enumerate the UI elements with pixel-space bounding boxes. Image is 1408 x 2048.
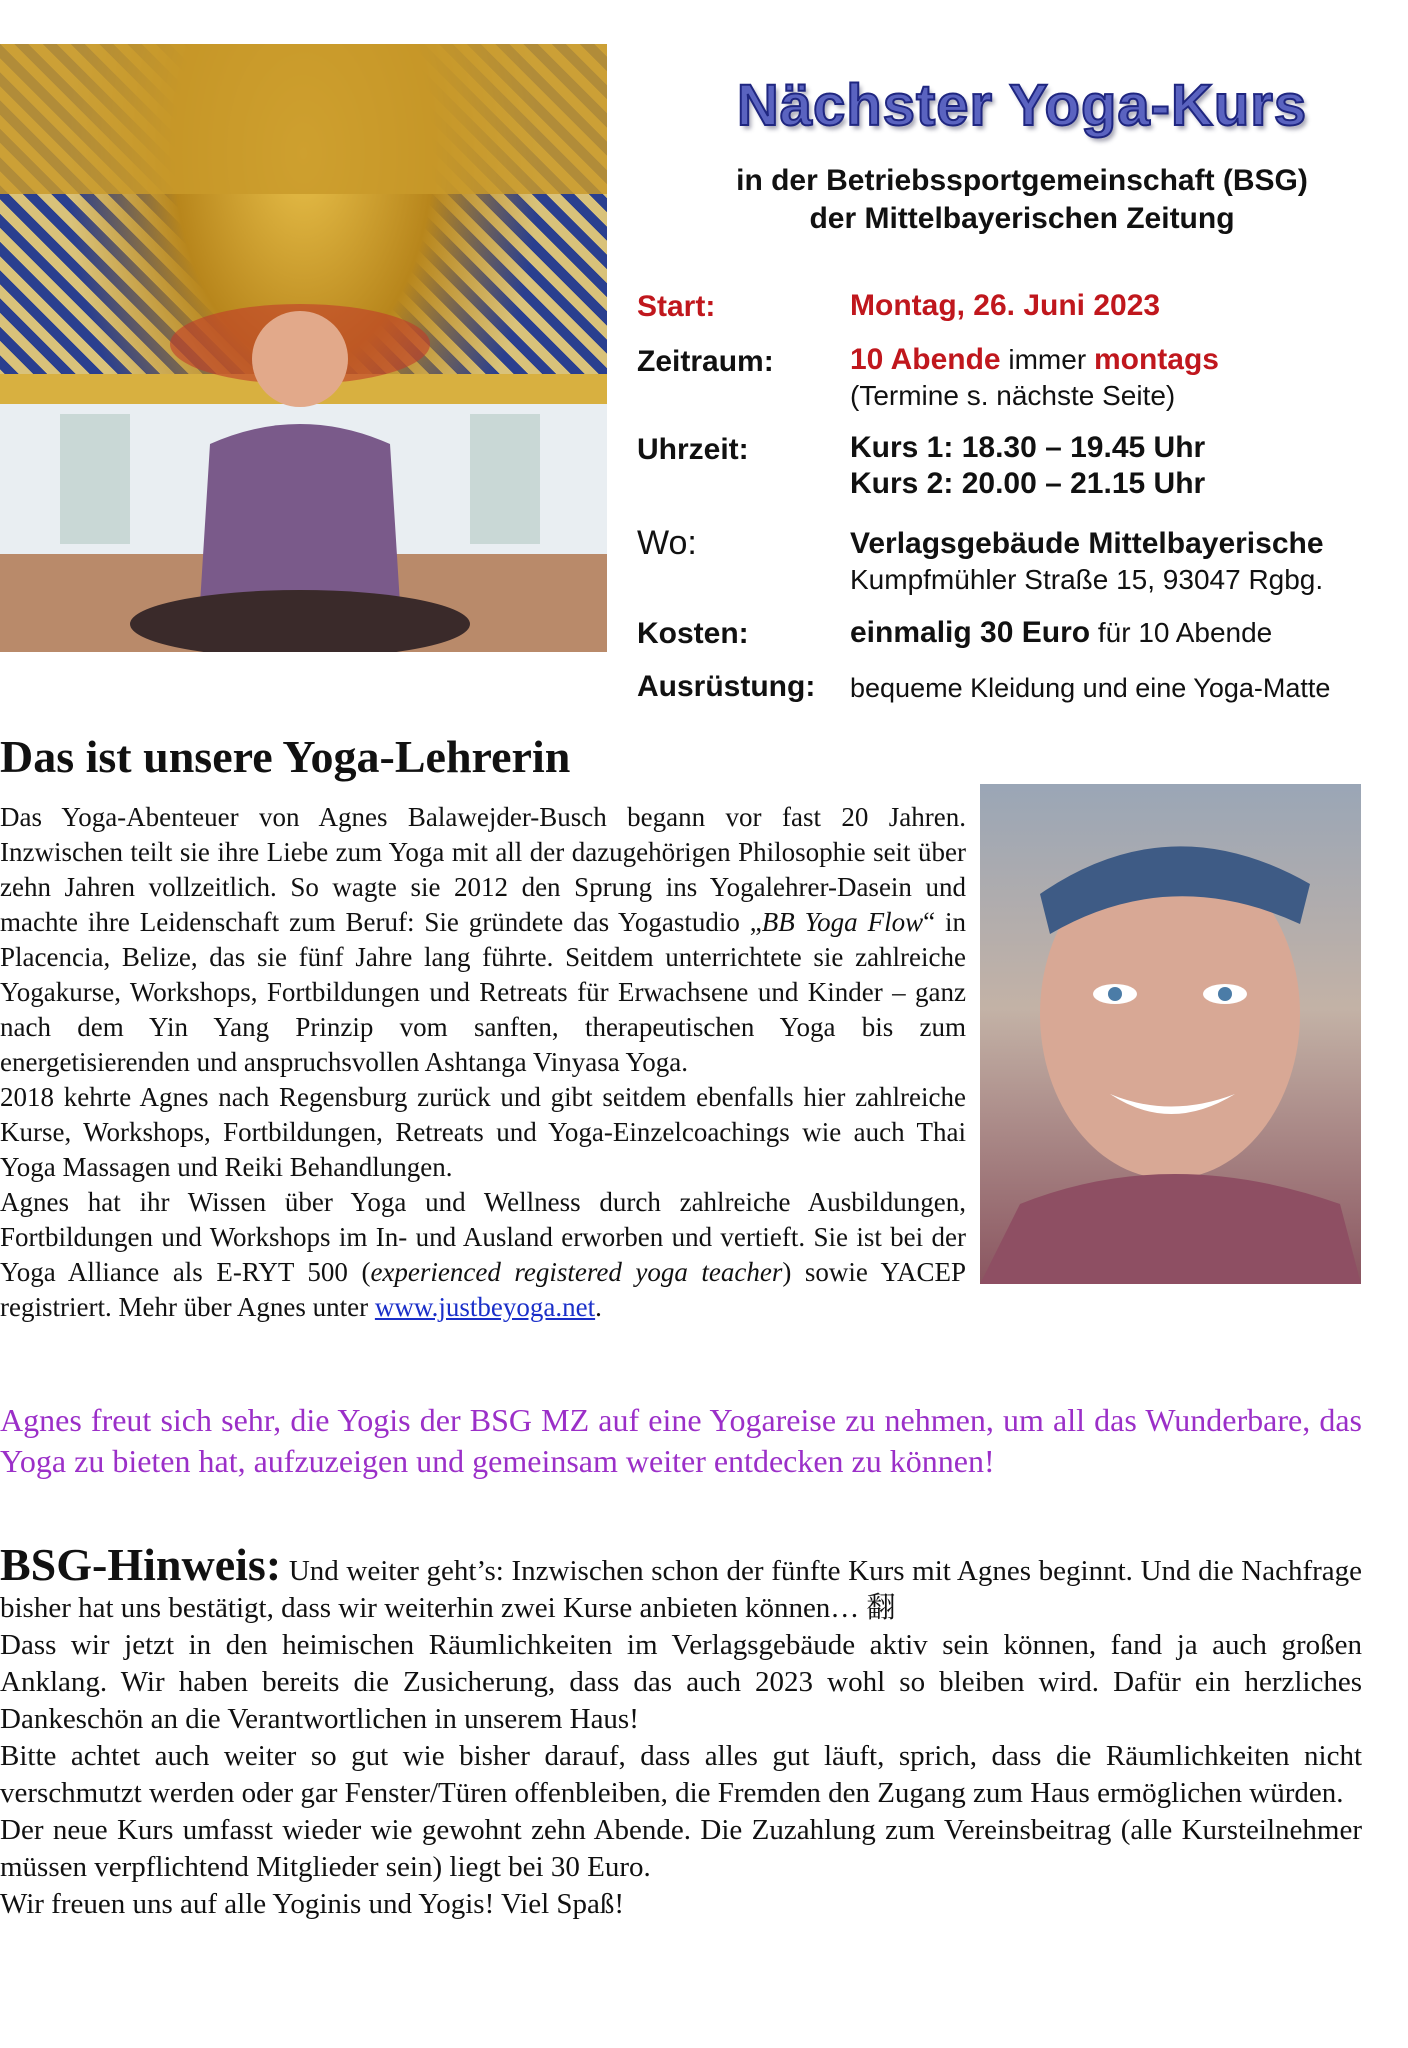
wo-address: Kumpfmühler Straße 15, 93047 Rgbg. (850, 564, 1324, 595)
kosten-label: Kosten: (637, 617, 749, 650)
eryt-meaning: experienced registered yoga teacher (370, 1257, 783, 1287)
zeitraum-note: (Termine s. nächste Seite) (850, 380, 1176, 411)
temple-photo-illustration (0, 44, 607, 652)
portrait-photo-illustration (980, 784, 1361, 1284)
note-paragraph-4: Der neue Kurs umfasst wieder wie gewohnt zehn Abende. Die Zuzahlung zum Vereinsbeitrag (alle Kursteilnehmer müssen verpflichtend Mitglieder sein) liegt bei 30 Euro. (0, 1814, 1362, 1883)
kosten-rest: für 10 Abende (1090, 617, 1273, 648)
teacher-portrait-photo (980, 784, 1361, 1284)
bio-p1-start: Das Yoga-Abenteuer von Agnes Balawejder-Busch begann vor fast 20 Jahren. Inzwischen teilt sie ihre Liebe zum Yoga mit all der dazugehörigen Philosophie seit über zehn Jahren vollzeitlich. So wagte sie 2012 den Sprung ins Yogalehrer-Dasein und machte ihre Leidenschaft zum Beruf: Sie gründete das Yogastudio „ (0, 802, 966, 937)
uhrzeit-label: Uhrzeit: (637, 433, 749, 466)
wo-label: Wo: (637, 524, 697, 562)
kosten-amount: einmalig 30 Euro (850, 616, 1091, 649)
subtitle-line-1: in der Betriebssportgemeinschaft (BSG) (736, 164, 1308, 197)
note-paragraph-3: Bitte achtet auch weiter so gut wie bisher darauf, dass alles gut läuft, sprich, dass die Räumlichkeiten nicht verschmutzt werden oder gar Fenster/Türen offenbleiben, die Fremden den Zugang zum Haus ermöglichen würden. (0, 1740, 1362, 1809)
wo-value (850, 526, 1408, 598)
highlight-text: Agnes freut sich sehr, die Yogis der BSG MZ auf eine Yogareise zu nehmen, um all das Wunderbare, das Yoga zu bieten hat, aufzuzeigen und gemeinsam weiter entdecken zu können! (0, 1402, 1362, 1479)
bio-paragraph-2: 2018 kehrte Agnes nach Regensburg zurück und gibt seitdem ebenfalls hier zahlreiche Kurse, Workshops, Fortbildungen, Retreats und Yoga-Einzelcoachings wie auch Thai Yoga Massagen und Reiki Behandlungen. (0, 1082, 966, 1182)
zeitraum-value (850, 342, 1408, 414)
website-link[interactable]: www.justbeyoga.net (374, 1292, 596, 1322)
start-label: Start: (637, 290, 716, 323)
note-p1-text: Und weiter geht’s: Inzwischen schon der fünfte Kurs mit Agnes beginnt. Und die Nachfrage bisher hat uns bestätigt, dass wir weiterhin zwei Kurse anbieten können… 翻 (0, 1555, 1362, 1624)
kosten-value (850, 615, 1408, 651)
bio-p3-end: . (595, 1292, 602, 1322)
bio-p3-mid: ) sowie YACEP registriert. Mehr über Agnes unter (0, 1257, 966, 1322)
ausruestung-value: bequeme Kleidung und eine Yoga-Matte (850, 673, 1331, 703)
zeitraum-mid: immer (1000, 344, 1094, 375)
kurs-2-time: Kurs 2: 20.00 – 21.15 Uhr (850, 467, 1206, 500)
note-paragraph-5: Wir freuen uns auf alle Yoginis und Yogis! Viel Spaß! (0, 1888, 625, 1920)
kurs-1-time: Kurs 1: 18.30 – 19.45 Uhr (850, 431, 1206, 464)
teacher-temple-photo (0, 44, 607, 652)
subtitle-line-2: der Mittelbayerischen Zeitung (809, 202, 1235, 235)
note-paragraph-2: Dass wir jetzt in den heimischen Räumlichkeiten im Verlagsgebäude aktiv sein können, fand ja auch großen Anklang. Wir haben bereits die Zusicherung, dass das auch 2023 wohl so bleiben wird. Dafür ein herzliches Dankeschön an die Verantwortlichen in unserem Haus! (0, 1629, 1362, 1735)
bsg-note (0, 1539, 1362, 1923)
page-title: Nächster Yoga-Kurs (736, 73, 1308, 138)
zeitraum-count: 10 Abende (850, 343, 1001, 376)
note-paragraph-1 (0, 1539, 1362, 1627)
zeitraum-day: montags (1093, 343, 1219, 376)
uhrzeit-value (850, 430, 1408, 502)
ausruestung-label: Ausrüstung: (637, 670, 816, 703)
bio-p1-end: “ in Placencia, Belize, das sie fünf Jahre lang führte. Seitdem unterrichtete sie zahlreiche Yogakurse, Workshops, Fortbildungen und Retreats für Erwachsene und Kinder – ganz nach dem Yin Yang Prinzip vom sanften, therapeutischen Yoga bis zum energetisierenden und anspruchsvollen Ashtanga Vinyasa Yoga. (0, 907, 966, 1077)
wo-venue: Verlagsgebäude Mittelbayerische (850, 527, 1324, 560)
teacher-bio (0, 800, 966, 1325)
start-value: Montag, 26. Juni 2023 (850, 289, 1161, 322)
zeitraum-label: Zeitraum: (637, 345, 774, 378)
studio-name: BB Yoga Flow (761, 907, 924, 937)
page-subtitle (652, 162, 1392, 238)
bio-paragraph-1 (0, 800, 966, 1080)
bio-p3-start: Agnes hat ihr Wissen über Yoga und Wellness durch zahlreiche Ausbildungen, Fortbildungen und Workshops im In- und Ausland erworben und vertieft. Sie ist bei der Yoga Alliance als E-RYT 500 ( (0, 1187, 966, 1287)
note-heading: BSG-Hinweis: (0, 1539, 282, 1590)
teacher-heading: Das ist unsere Yoga-Lehrerin (0, 731, 571, 782)
bio-paragraph-3 (0, 1185, 966, 1325)
